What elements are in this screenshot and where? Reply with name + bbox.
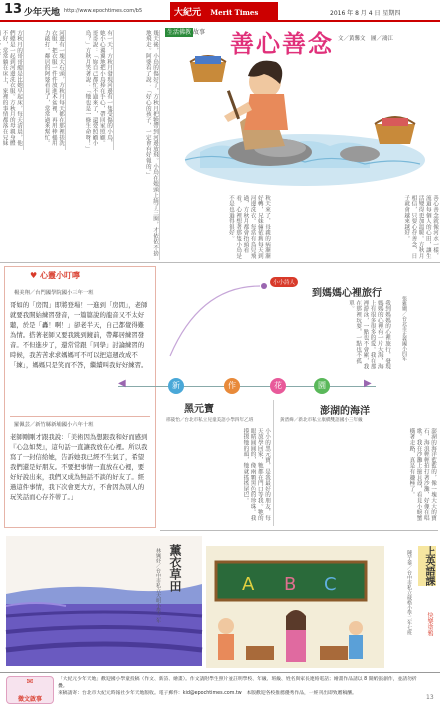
story-byline: 文／黃馨文 圖／鴻江 <box>338 36 394 42</box>
flower-banner <box>118 376 376 396</box>
poem-body: 澎湖的海洋藍藍的，像一塊大大的寶石，海浪輕輕拍打著沙灘，好像在唱歌。我在沙灘上撿貝殼，看見小螃蟹橫著走路，真是有趣極了。 <box>408 428 436 521</box>
poem-author: 張雅嫺／台北市正義國小四年 <box>401 296 407 361</box>
doodle-label: 快樂塗鴉 <box>426 612 433 636</box>
newspaper-logo <box>170 2 278 20</box>
column-heading <box>30 270 80 281</box>
corner-page-number: 13 <box>426 694 434 701</box>
arrow-right-icon: ▶ <box>364 378 372 389</box>
footer-text: 來稿請寄：台北市大紀元時報社少年天地版收。電子郵件：kid@epochtimes.com.tw 本版歡迎各校推薦優秀作品，一經刊出即致贈稿酬。 <box>58 691 357 696</box>
story-tag <box>165 27 205 36</box>
svg-text:A: A <box>242 574 255 595</box>
svg-text:C: C <box>324 574 337 595</box>
story-paragraph: 幾天後，小鳥的傷好了，方秋月把牠帶到河邊放飛。小鳥在她頭上繞了三圈，才依依不捨地飛走。阿婆看了說：「好心的孩子，一定會有好報的。」 <box>144 30 158 257</box>
poem-title: 澎湖的海洋 <box>320 406 370 417</box>
drawing-artist: 林姵妤／台中市私立大明小學三年 <box>155 548 161 623</box>
page-header <box>0 0 440 22</box>
poem-body: 我到媽媽的心裡旅行，發現媽媽的心裡有一片大海，海上有很多很多的愛。我在那裡游泳，一點也不會累，我在那裡玩耍，一點也不孤單。 <box>347 300 390 370</box>
poem-body: 小小的黑元寶，是我最好的朋友，每天放學回家，牠都在門口等我。牠的眼睛圓圓的，像兩顆黑色的珍珠。我摸摸牠的頭，牠就搖搖尾巴。 <box>242 428 270 521</box>
poem-title: 黑元寶 <box>184 404 214 415</box>
column-divider <box>159 30 160 260</box>
banner-line <box>118 386 376 387</box>
column-author: 楊美翔／台門國學院國小三年一班 <box>14 290 94 296</box>
story-tag-label: 生活佛教 <box>167 29 192 36</box>
flower-badge: 作 <box>224 378 240 394</box>
story-paragraph: 有一天，方秋月發現河邊有一隻受傷的小鳥，她小心翼翼地把小鳥捧在手心，帶回家照顧。哥哥說：「妳自己都忙不過來了，還要照顧小鳥？」方秋月笑著說：「牠也是一條生命呀！」 <box>84 30 112 152</box>
footer-divider <box>0 672 440 673</box>
swirl-decoration <box>160 266 270 366</box>
story-tag-suffix: 故事 <box>193 29 206 36</box>
story-paragraph: 河邊有一塊大石頭，方秋月每天都在那裡搓洗衣服，把衣服一件件放進木盆裡，再用棒槌用力敲打。鄰居的阿婆看見了，常常過來幫忙。 <box>43 30 64 146</box>
poem-title: 到媽媽心裡旅行 <box>312 288 382 299</box>
column-body: 老師剛剛才跟我說：「美術因為想跟我和好而感到『心急如焚』，這句話一直讓我放在心裡。所以我寫了一封信給她，告訴她我已經不生氣了，希望我們還是好朋友。不要把事情一直放在心裡，要好好說出來，我們又成為無話不談的好友了。經過這件事情，我下次會更大方，不會因為別人的玩笑話而心存芥蒂了。」 <box>10 433 148 501</box>
svg-text:B: B <box>284 574 297 595</box>
footer-text: 「大紀元少年天地」歡迎國小學童投稿（作文、新詩、繪畫）。作文請附學生照片並註明學校、年級、班級、姓名與家長連絡電話；繪畫作品請以 8 開紙張創作，並請勿折疊。 <box>58 677 417 689</box>
poem-divider <box>273 400 274 526</box>
column-divider <box>113 30 114 150</box>
column-body: 哥如的「房間」即將登場！一進到「房間」，老師就要我開始練習發音，一篇篇說的龍音又不太好聽，於是「轟！啊！」卻老半天，自己都覺得難為情。搭著老師又要我跳到鏡前，帶鄰居練習發音。不但進步了，還常常跟「同學」討論練習的時候，我苦苦求求媽媽可不可以把這週改成不「練」，媽媽只是笑而不答，繼續叫我好好練習。 <box>10 301 148 369</box>
website-url[interactable]: http://www.epochtimes.com/b5 <box>64 8 143 14</box>
english-artist: 陳芋蓁／台中市私立葳格小學二年七班 <box>406 550 412 635</box>
section-divider <box>160 530 438 531</box>
story-paragraph: 善心善念就像河水一樣，流過每個人的心田，讓生活變得更加溫暖。方秋月相信，只要心存善念，日子就會越來越好。 <box>403 195 438 259</box>
english-title: 上英語課 <box>418 546 436 586</box>
story-paragraph: 方秋月的哥哥總是比她早起床，每天清晨，他們總是一起到河邊洗衣服。方秋月的母親身體不好，常常躺在床上，家裡的事情都落在兄妹 <box>1 30 22 146</box>
flower-badge: 新 <box>168 378 184 394</box>
column-divider <box>65 30 66 150</box>
logo-en: Merit Times <box>210 8 259 17</box>
english-class-drawing <box>206 546 384 668</box>
logo-cn: 大紀元 <box>174 8 202 18</box>
story-paragraph: 秋天來了，母親的病漸漸好轉，兄妹倆依舊每天到河邊洗衣。每當有鳥兒飛過，方秋月都會抬頭看看，心裡想著那隻小鳥是不是也過得很好。 <box>227 195 270 259</box>
story-title: 善心善念 <box>230 29 334 58</box>
heart-icon: ♥ <box>30 271 38 280</box>
poem-author: 黃溍緯／新北市私立康橋雙語國小三年級 <box>280 418 363 423</box>
call-for-submissions-label: 徵文啟事 <box>17 696 42 703</box>
call-for-submissions-badge <box>6 676 54 704</box>
arrow-left-icon: ◀ <box>118 378 126 389</box>
story-illustration <box>160 42 440 192</box>
issue-date: 2016 年 8 月 4 日 星期四 <box>330 10 401 17</box>
page-number: 13 <box>4 2 23 17</box>
poem-author: 邢筱怡／台北市私立兒童美語小學四年乙班 <box>166 418 254 423</box>
flower-badge: 園 <box>314 378 330 394</box>
column-heading-text: 心靈小叮嚀 <box>39 271 80 280</box>
flower-badge: 花 <box>270 378 286 394</box>
drawing-title: 薰衣草田 <box>168 544 182 592</box>
column-divider <box>23 30 24 150</box>
column-divider <box>10 416 150 417</box>
section-title: 少年天地 <box>24 8 61 18</box>
envelope-icon: ✉ <box>26 677 34 686</box>
section-divider <box>0 262 440 263</box>
poem-badge: 小小詩人 <box>270 277 298 287</box>
column-author: 羅佩芸／新竹縣新埔國小六年十班 <box>14 422 94 428</box>
